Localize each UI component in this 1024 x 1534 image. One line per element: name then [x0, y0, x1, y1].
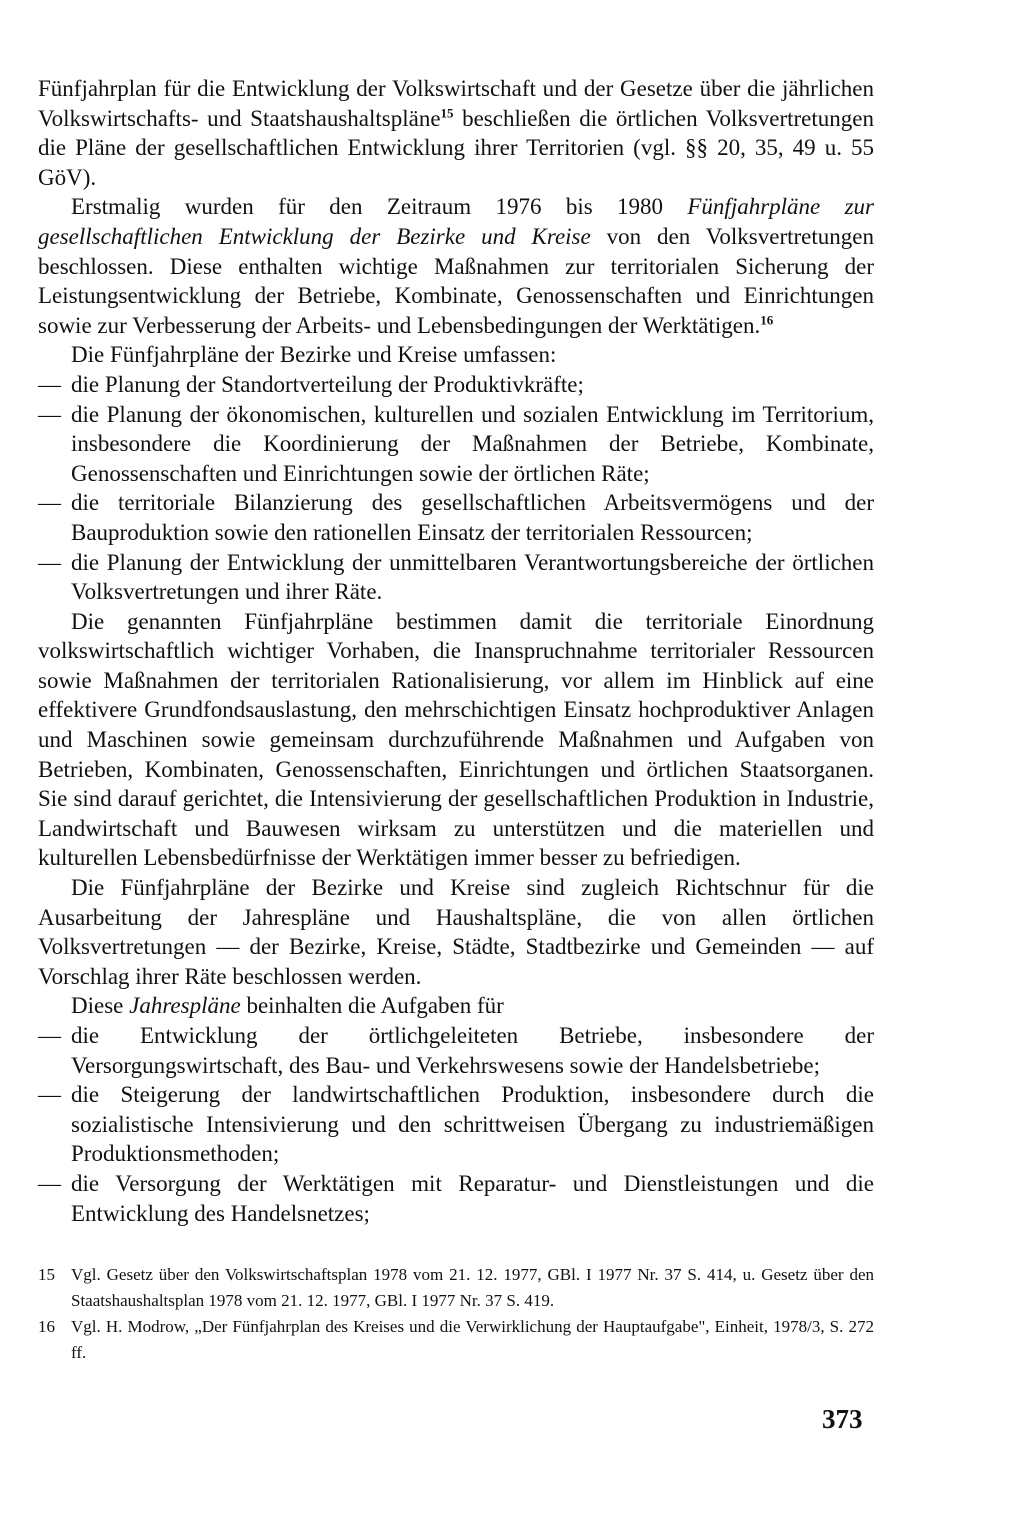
footnotes [38, 1262, 874, 1366]
dash-marker: — [38, 1023, 61, 1048]
footnote-text: Vgl. H. Modrow, „Der Fünfjahrplan des Kreises und die Verwirklichung der Hauptaufgabe", Einheit, 1978/3, S. 272 ff. [71, 1317, 874, 1362]
page-body [38, 74, 874, 1228]
list-item-text: die Planung der ökonomischen, kulturellen und sozialen Entwicklung im Territorium, insbesondere die Koordinierung der Maßnahmen der Betriebe, Kombinate, Genossenschaften und Einrichtungen sowie der örtlichen Räte; [71, 401, 874, 486]
dash-marker: — [38, 1170, 61, 1196]
list-item [38, 1080, 874, 1169]
paragraph-text: Erstmalig wurden für den Zeitraum 1976 bis 1980 [71, 194, 688, 220]
list-item-text: die territoriale Bilanzierung des gesellschaftlichen Arbeitsvermögens und der Bauproduktion sowie den rationellen Einsatz der territorialen Ressourcen; [71, 490, 874, 545]
annual-plan-list [38, 1021, 874, 1228]
list-item-text: die Planung der Standortverteilung der Produktivkräfte; [71, 371, 584, 397]
paragraph-text: von den Volksvertretungen beschlossen. Diese enthalten wichtige Maßnahmen zur territorialen Sicherung der Leistungsentwicklung der Betriebe, Kombinate, Genossenschaften und Einrichtungen sowie zur Verbesserung der Arbeits- und Lebensbedingungen der Werktätigen. [38, 223, 874, 338]
list-item [38, 488, 874, 547]
paragraph-text: beinhalten die Aufgaben für [240, 993, 504, 1019]
footnote-text: Vgl. Gesetz über den Volkswirtschaftsplan 1978 vom 21. 12. 1977, GBl. I 1977 Nr. 37 S. 414, u. Gesetz über den Staatshaushaltsplan 1978 vom 21. 12. 1977, GBl. I 1977 Nr. 37 S. 419. [71, 1265, 874, 1310]
footnote-15 [38, 1262, 874, 1314]
list-item [38, 1021, 874, 1080]
page-number: 373 [822, 1404, 863, 1434]
paragraph-text: beschließen die örtlichen Volksvertretungen die Pläne der gesellschaftlichen Entwicklung ihrer Territorien (vgl. §§ 20, 35, 49 u. 55 GöV). [38, 105, 874, 190]
footnote-number: 15 [38, 1265, 55, 1284]
footnote-number: 16 [38, 1317, 55, 1336]
list-item [38, 1169, 874, 1228]
list-intro-annual [38, 991, 874, 1021]
paragraph-text: Diese [71, 993, 130, 1019]
five-year-plan-list [38, 370, 874, 607]
footnote-ref-15: 15 [440, 104, 454, 120]
list-intro-five-year: Die Fünfjahrpläne der Bezirke und Kreise umfassen: [71, 342, 557, 368]
paragraph-territorial: Die genannten Fünfjahrpläne bestimmen damit die territoriale Einordnung volkswirtschaftlich wichtiger Vorhaben, die Inanspruchnahme territorialer Ressourcen sowie Maßnahmen der territorialen Rationalisierung, vor allem im Hinblick auf eine effektivere Grundfondsauslastung, den mehrschichtigen Einsatz hochproduktiver Anlagen und Maschinen sowie gemeinsam durchzuführende Maßnahmen und Aufgaben von Betrieben, Kombinaten, Genossenschaften, Einrichtungen und örtlichen Staatsorganen. Sie sind darauf gerichtet, die Intensivierung der gesellschaftlichen Produktion in Industrie, Landwirtschaft und Bauwesen wirksam zu unterstützen und die materiellen und kulturellen Lebensbedürfnisse der Werktätigen immer besser zu befriedigen. [38, 608, 874, 871]
dash-marker: — [38, 1082, 61, 1108]
paragraph-annual-plans: Die Fünfjahrpläne der Bezirke und Kreise sind zugleich Richtschnur für die Ausarbeitung der Jahrespläne und Haushaltspläne, die von allen örtlichen Volksvertretungen — der Bezirke, Kreise, Städte, Stadtbezirke und Gemeinden — auf Vorschlag ihrer Räte beschlossen werden. [38, 875, 874, 989]
footnote-ref-16: 16 [760, 312, 774, 328]
list-item-text: die Entwicklung der örtlichgeleiteten Betriebe, insbesondere der Versorgungswirtschaft, des Bau- und Verkehrswesens sowie der Handelsbetriebe; [71, 1023, 874, 1078]
list-item [38, 400, 874, 489]
emphasis-text: Fünfjahrpläne zur gesellschaftlichen Entwicklung der Bezirke und Kreise [38, 194, 875, 249]
list-item-text: die Steigerung der landwirtschaftlichen Produktion, insbesondere durch die sozialistische Intensivierung und den schrittweisen Übergang zu industriemäßigen Produktionsmethoden; [71, 1082, 874, 1167]
paragraph-text: Fünfjahrplan für die Entwicklung der Volkswirtschaft und der Gesetze über die jährlichen Volkswirtschafts- und Staatshaushaltspläne [38, 76, 874, 131]
dash-marker: — [38, 549, 61, 575]
dash-marker: — [38, 490, 61, 516]
footnote-16 [38, 1314, 874, 1366]
paragraph-intro [38, 74, 874, 192]
paragraph-five-year-plans [38, 192, 874, 340]
emphasis-text: Jahrespläne [129, 993, 241, 1019]
list-item [38, 370, 874, 400]
list-item-text: die Planung der Entwicklung der unmittelbaren Verantwortungsbereiche der örtlichen Volksvertretungen und ihrer Räte. [71, 549, 874, 605]
dash-marker: — [38, 371, 61, 397]
list-item-text: die Versorgung der Werktätigen mit Reparatur- und Dienstleistungen und die Entwicklung des Handelsnetzes; [71, 1170, 874, 1226]
dash-marker: — [38, 401, 61, 427]
list-item [38, 548, 874, 607]
